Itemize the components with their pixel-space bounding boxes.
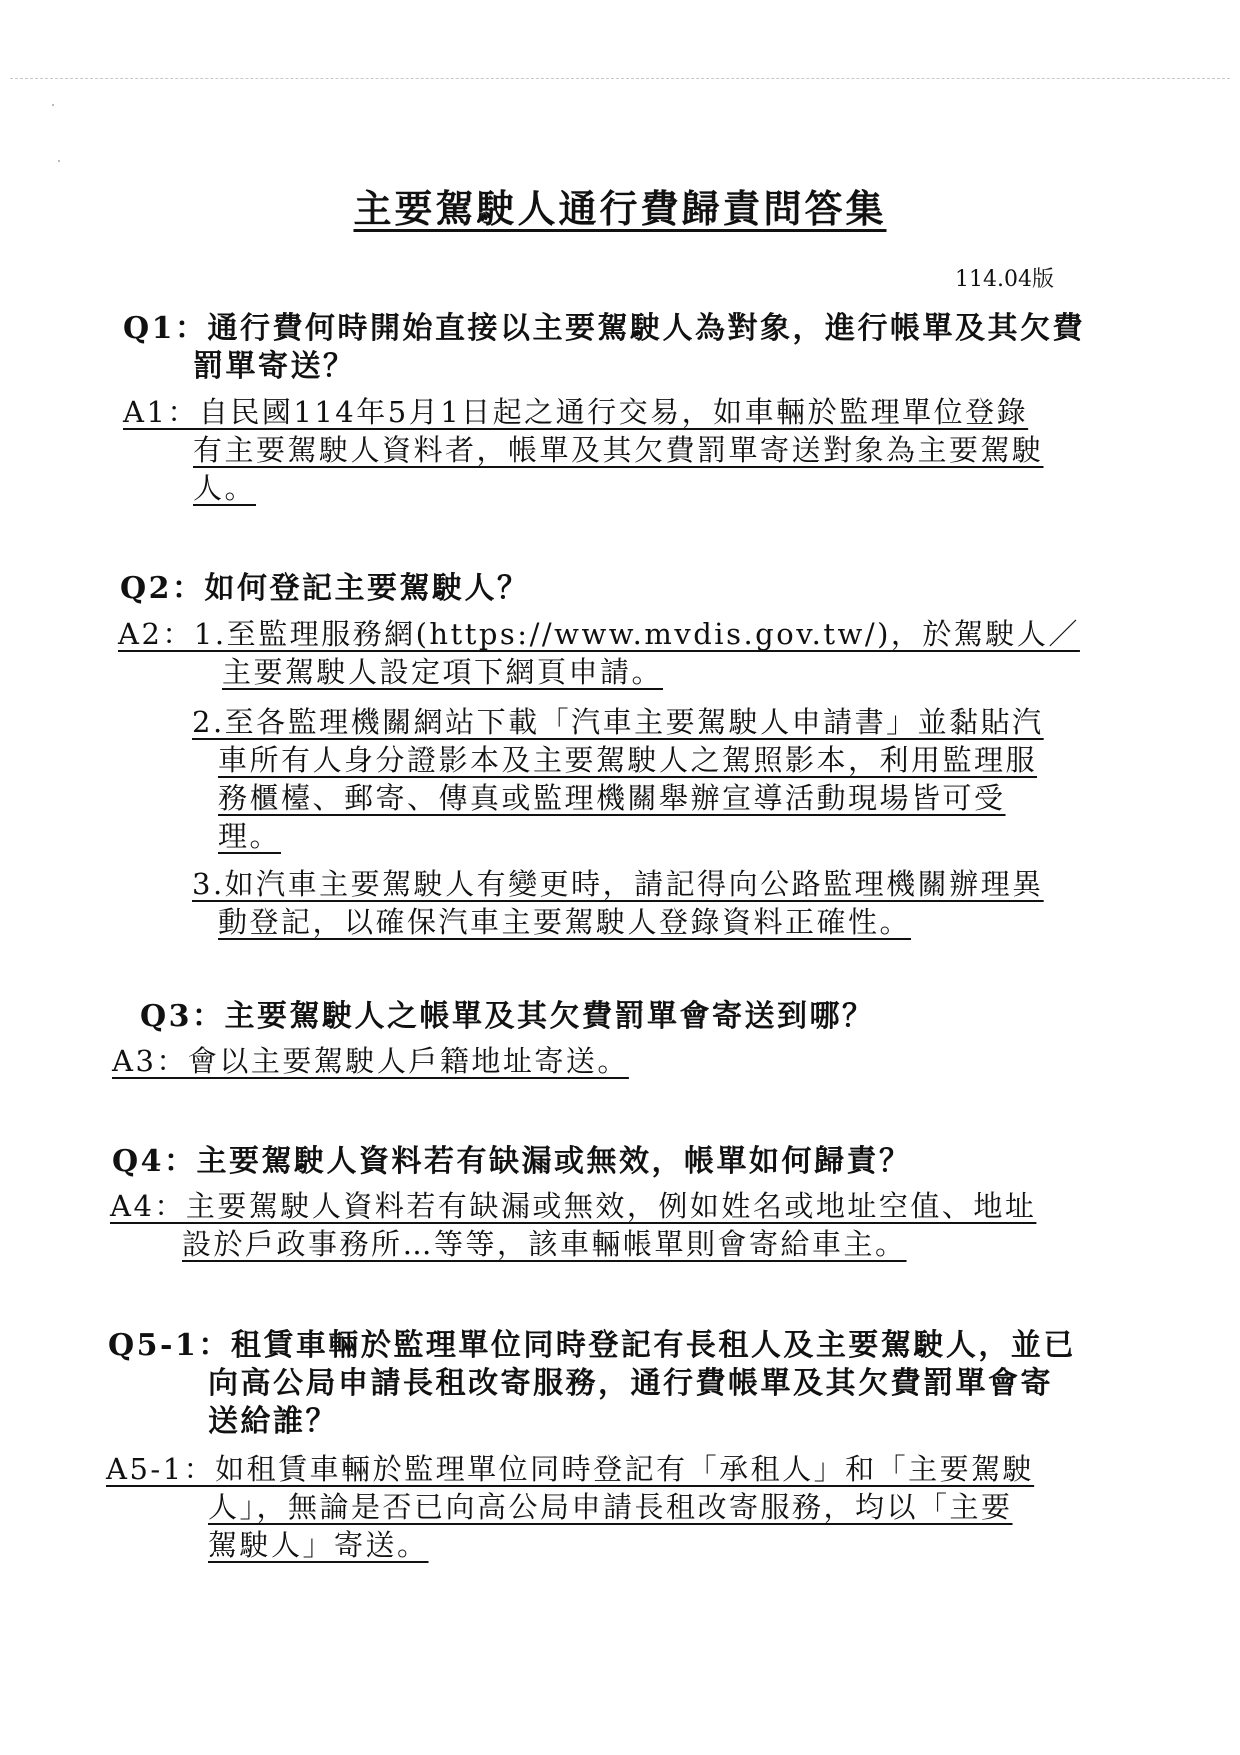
answer-5-1-line-3: 駕駛人」寄送。	[208, 1528, 429, 1562]
answer-2-item-2-line-3: 務櫃檯、郵寄、傳真或監理機關舉辦宣導活動現場皆可受	[218, 781, 1006, 815]
scan-speck	[58, 160, 60, 162]
question-1-line-1: Q1：通行費何時開始直接以主要駕駛人為對象，進行帳單及其欠費	[123, 311, 1086, 346]
answer-3: A3：會以主要駕駛人戶籍地址寄送。	[112, 1044, 629, 1078]
answer-1-line-2: 有主要駕駛人資料者，帳單及其欠費罰單寄送對象為主要駕駛	[193, 433, 1044, 467]
answer-2-item-2-line-1: 2.至各監理機關網站下載「汽車主要駕駛人申請書」並黏貼汽	[192, 705, 1044, 739]
question-2: Q2：如何登記主要駕駛人？	[120, 571, 530, 606]
answer-1-line-3: 人。	[193, 471, 257, 505]
answer-1-line-1: A1：自民國114年5月1日起之通行交易，如車輛於監理單位登錄	[123, 395, 1029, 429]
scan-edge-line	[10, 78, 1230, 79]
answer-5-1-line-2: 人」，無論是否已向高公局申請長租改寄服務，均以「主要	[208, 1490, 1013, 1524]
scan-speck	[52, 104, 54, 106]
answer-5-1-line-1: A5-1：如租賃車輛於監理單位同時登記有「承租人」和「主要駕駛	[106, 1452, 1035, 1486]
answer-2-item-3-line-2: 動登記，以確保汽車主要駕駛人登錄資料正確性。	[218, 905, 912, 939]
version-label: 114.04版	[955, 267, 1054, 292]
answer-4-line-2: 設於戶政事務所…等等，該車輛帳單則會寄給車主。	[182, 1227, 907, 1261]
answer-2-item-2-line-2: 車所有人身分證影本及主要駕駛人之駕照影本，利用監理服	[218, 743, 1038, 777]
answer-2-item-2-line-4: 理。	[218, 819, 282, 853]
document-title: 主要駕駛人通行費歸責問答集	[353, 186, 887, 231]
answer-2-line-2: 主要駕駛人設定項下網頁申請。	[222, 655, 664, 689]
question-5-1-line-2: 向高公局申請長租改寄服務，通行費帳單及其欠費罰單會寄	[208, 1366, 1053, 1401]
answer-2-item-3-line-1: 3.如汽車主要駕駛人有變更時，請記得向公路監理機關辦理異	[192, 867, 1044, 901]
question-3: Q3：主要駕駛人之帳單及其欠費罰單會寄送到哪？	[140, 999, 875, 1034]
question-4: Q4：主要駕駛人資料若有缺漏或無效，帳單如何歸責？	[112, 1144, 912, 1179]
answer-2-line-1: A2：1.至監理服務網(https://www.mvdis.gov.tw/)，於駕駛人／	[118, 617, 1080, 651]
answer-4-line-1: A4：主要駕駛人資料若有缺漏或無效，例如姓名或地址空值、地址	[110, 1189, 1037, 1223]
question-1-line-2: 罰單寄送？	[193, 349, 356, 384]
question-5-1-line-3: 送給誰？	[208, 1404, 338, 1439]
question-5-1-line-1: Q5-1：租賃車輛於監理單位同時登記有長租人及主要駕駛人，並已	[108, 1328, 1076, 1363]
